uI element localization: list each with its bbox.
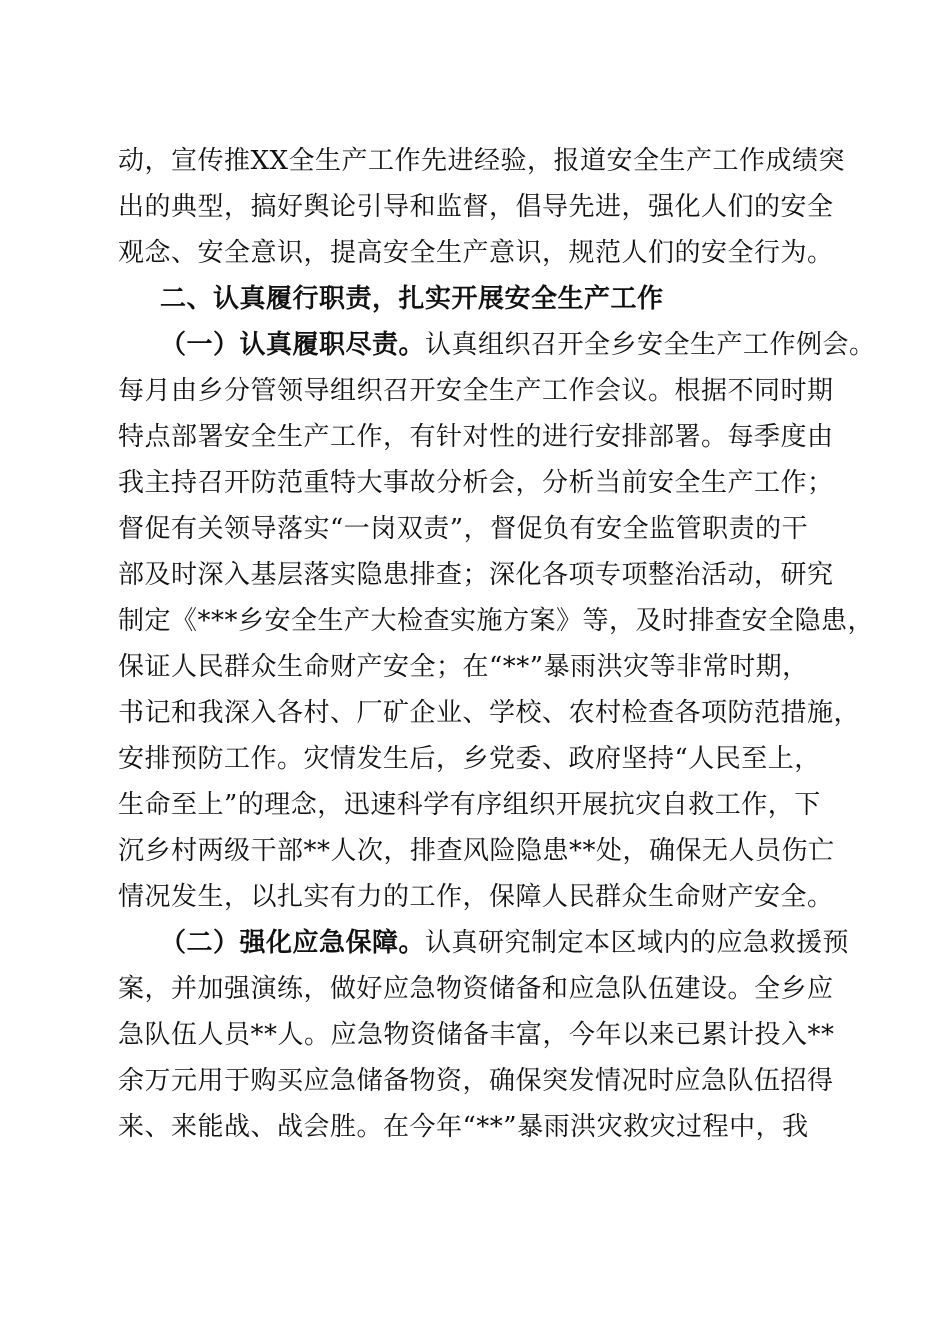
paragraph-1-line-1: 动，宣传推XX全生产工作先进经验，报道安全生产工作成绩突	[118, 146, 846, 176]
paragraph-1-line-2: 出的典型，搞好舆论引导和监督，倡导先进，强化人们的安全	[118, 192, 834, 222]
paragraph-2-line-11: 沉乡村两级干部**人次，排查风险隐患**处，确保无人员伤亡	[118, 836, 835, 866]
paragraph-2-line-3: 我主持召开防范重特大事故分析会，分析当前安全生产工作；	[118, 468, 834, 498]
paragraph-2-first-line	[160, 329, 876, 361]
paragraph-3-line-4: 来、来能战、战会胜。在今年“**”暴雨洪灾救灾过程中，我	[118, 1112, 809, 1142]
paragraph-2-line-6: 制定《***乡安全生产大检查实施方案》等，及时排查安全隐患，	[118, 606, 875, 636]
paragraph-3-lead: （二）强化应急保障。	[160, 928, 426, 958]
paragraph-2-first-line-rest: 认真组织召开全乡安全生产工作例会。	[425, 330, 876, 360]
paragraph-3-line-1: 案，并加强演练，做好应急物资储备和应急队伍建设。全乡应	[118, 974, 834, 1004]
paragraph-2-line-10: 生命至上”的理念，迅速科学有序组织开展抗灾自救工作，下	[118, 790, 821, 820]
paragraph-3-line-2: 急队伍人员**人。应急物资储备丰富，今年以来已累计投入**	[118, 1020, 835, 1050]
paragraph-2-line-7: 保证人民群众生命财产安全；在“**”暴雨洪灾等非常时期，	[118, 652, 809, 682]
paragraph-3-first-line-rest: 认真研究制定本区域内的应急救援预	[425, 928, 850, 958]
paragraph-2-line-2: 特点部署安全生产工作，有针对性的进行安排部署。每季度由	[118, 422, 834, 452]
paragraph-2-line-5: 部及时深入基层落实隐患排查；深化各项专项整治活动，研究	[118, 560, 834, 590]
section-heading: 二、认真履行职责，扎实开展安全生产工作	[160, 284, 664, 314]
paragraph-2-lead: （一）认真履职尽责。	[160, 330, 426, 360]
paragraph-2-line-12: 情况发生，以扎实有力的工作，保障人民群众生命财产安全。	[118, 882, 834, 912]
paragraph-2-line-1: 每月由乡分管领导组织召开安全生产工作会议。根据不同时期	[118, 376, 834, 406]
paragraph-2-line-9: 安排预防工作。灾情发生后，乡党委、政府坚持“人民至上，	[118, 744, 821, 774]
paragraph-3-first-line	[160, 927, 849, 959]
paragraph-2-line-8: 书记和我深入各村、厂矿企业、学校、农村检查各项防范措施，	[118, 698, 861, 728]
paragraph-1-line-3: 观念、安全意识，提高安全生产意识，规范人们的安全行为。	[118, 238, 834, 268]
paragraph-2-line-4: 督促有关领导落实“一岗双责”，督促负有安全监管职责的干	[118, 514, 809, 544]
paragraph-3-line-3: 余万元用于购买应急储备物资，确保突发情况时应急队伍招得	[118, 1066, 834, 1096]
